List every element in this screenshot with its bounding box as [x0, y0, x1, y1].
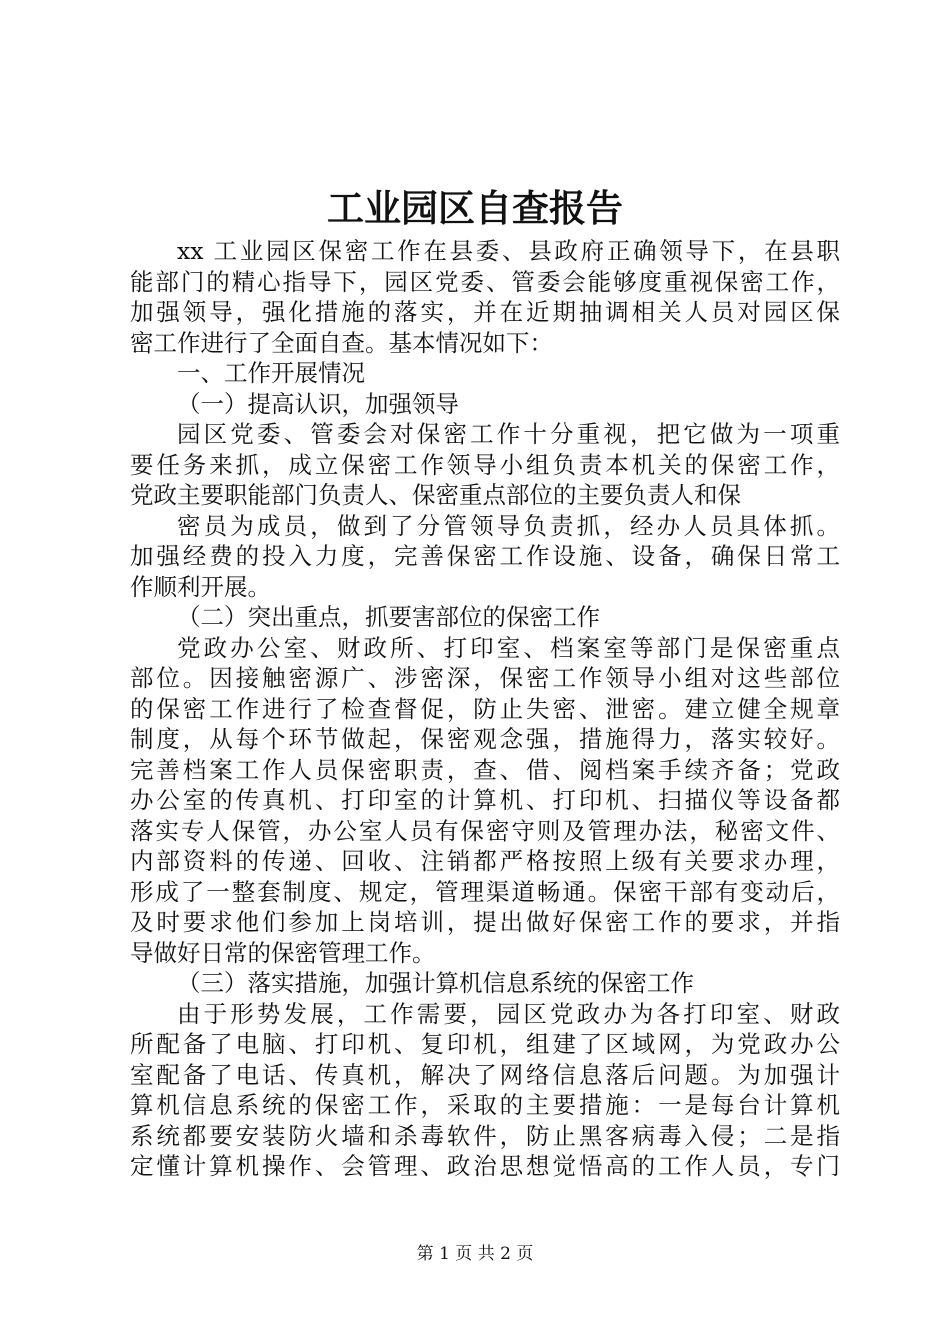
document-title: 工业园区自查报告 [327, 186, 623, 230]
body-text-line: （一）提高认识，加强领导 [177, 389, 459, 418]
body-text-line: 党政办公室、财政所、打印室、档案室等部门是保密重点 [177, 633, 840, 662]
body-text-line: 室配备了电话、传真机，解决了网络信息落后问题。为加强计 [130, 1060, 840, 1089]
body-text-line: 由于形势发展，工作需要，园区党政办为各打印室、财政 [177, 999, 840, 1028]
body-text-line: 办公室的传真机、打印室的计算机、打印机、扫描仪等设备都 [130, 786, 840, 814]
body-text-line: 加强领导，强化措施的落实，并在近期抽调相关人员对园区保 [130, 298, 840, 326]
body-text-line: 完善档案工作人员保密职责，查、借、阅档案手续齐备；党政 [130, 755, 840, 784]
body-text-line: xx 工业园区保密工作在县委、县政府正确领导下，在县职 [177, 237, 840, 265]
body-text-line: 导做好日常的保密管理工作。 [130, 938, 436, 967]
body-text-line: 制度，从每个环节做起，保密观念强，措施得力，落实较好。 [130, 725, 840, 753]
page-footer: 第 1 页 共 2 页 [416, 1244, 534, 1264]
body-text-line: 落实专人保管，办公室人员有保密守则及管理办法，秘密文件、 [130, 816, 840, 845]
body-text-line: 形成了一整套制度、规定，管理渠道畅通。保密干部有变动后， [130, 877, 840, 906]
document-body [130, 236, 840, 1182]
body-text-line: 系统都要安装防火墙和杀毒软件，防止黑客病毒入侵；二是指 [130, 1121, 840, 1150]
body-text-line: 要任务来抓，成立保密工作领导小组负责本机关的保密工作， [130, 450, 840, 479]
body-text-line: （三）落实措施，加强计算机信息系统的保密工作 [177, 969, 694, 997]
body-text-line: 一、工作开展情况 [177, 359, 365, 387]
body-text-line: 部位。因接触密源广、涉密深，保密工作领导小组对这些部位 [130, 664, 840, 692]
body-text-line: 能部门的精心指导下，园区党委、管委会能够度重视保密工作， [130, 267, 840, 296]
body-text-line: 内部资料的传递、回收、注销都严格按照上级有关要求办理， [130, 847, 840, 875]
body-text-line: 所配备了电脑、打印机、复印机，组建了区域网，为党政办公 [130, 1030, 840, 1058]
body-text-line: 密工作进行了全面自查。基本情况如下： [130, 328, 553, 357]
body-text-line: 密员为成员，做到了分管领导负责抓，经办人员具体抓。 [177, 511, 840, 540]
body-text-line: 的保密工作进行了检查督促，防止失密、泄密。建立健全规章 [130, 694, 840, 723]
body-text-line: 算机信息系统的保密工作，采取的主要措施：一是每台计算机 [130, 1091, 840, 1119]
body-text-line: 定懂计算机操作、会管理、政治思想觉悟高的工作人员，专门 [130, 1152, 840, 1180]
body-text-line: 作顺利开展。 [130, 572, 271, 601]
body-text-line: 加强经费的投入力度，完善保密工作设施、设备，确保日常工 [130, 542, 840, 570]
body-text-line: 园区党委、管委会对保密工作十分重视，把它做为一项重 [177, 420, 840, 448]
body-text-line: 及时要求他们参加上岗培训，提出做好保密工作的要求，并指 [130, 908, 840, 936]
body-text-line: 党政主要职能部门负责人、保密重点部位的主要负责人和保 [130, 481, 741, 509]
body-text-line: （二）突出重点，抓要害部位的保密工作 [177, 603, 600, 631]
